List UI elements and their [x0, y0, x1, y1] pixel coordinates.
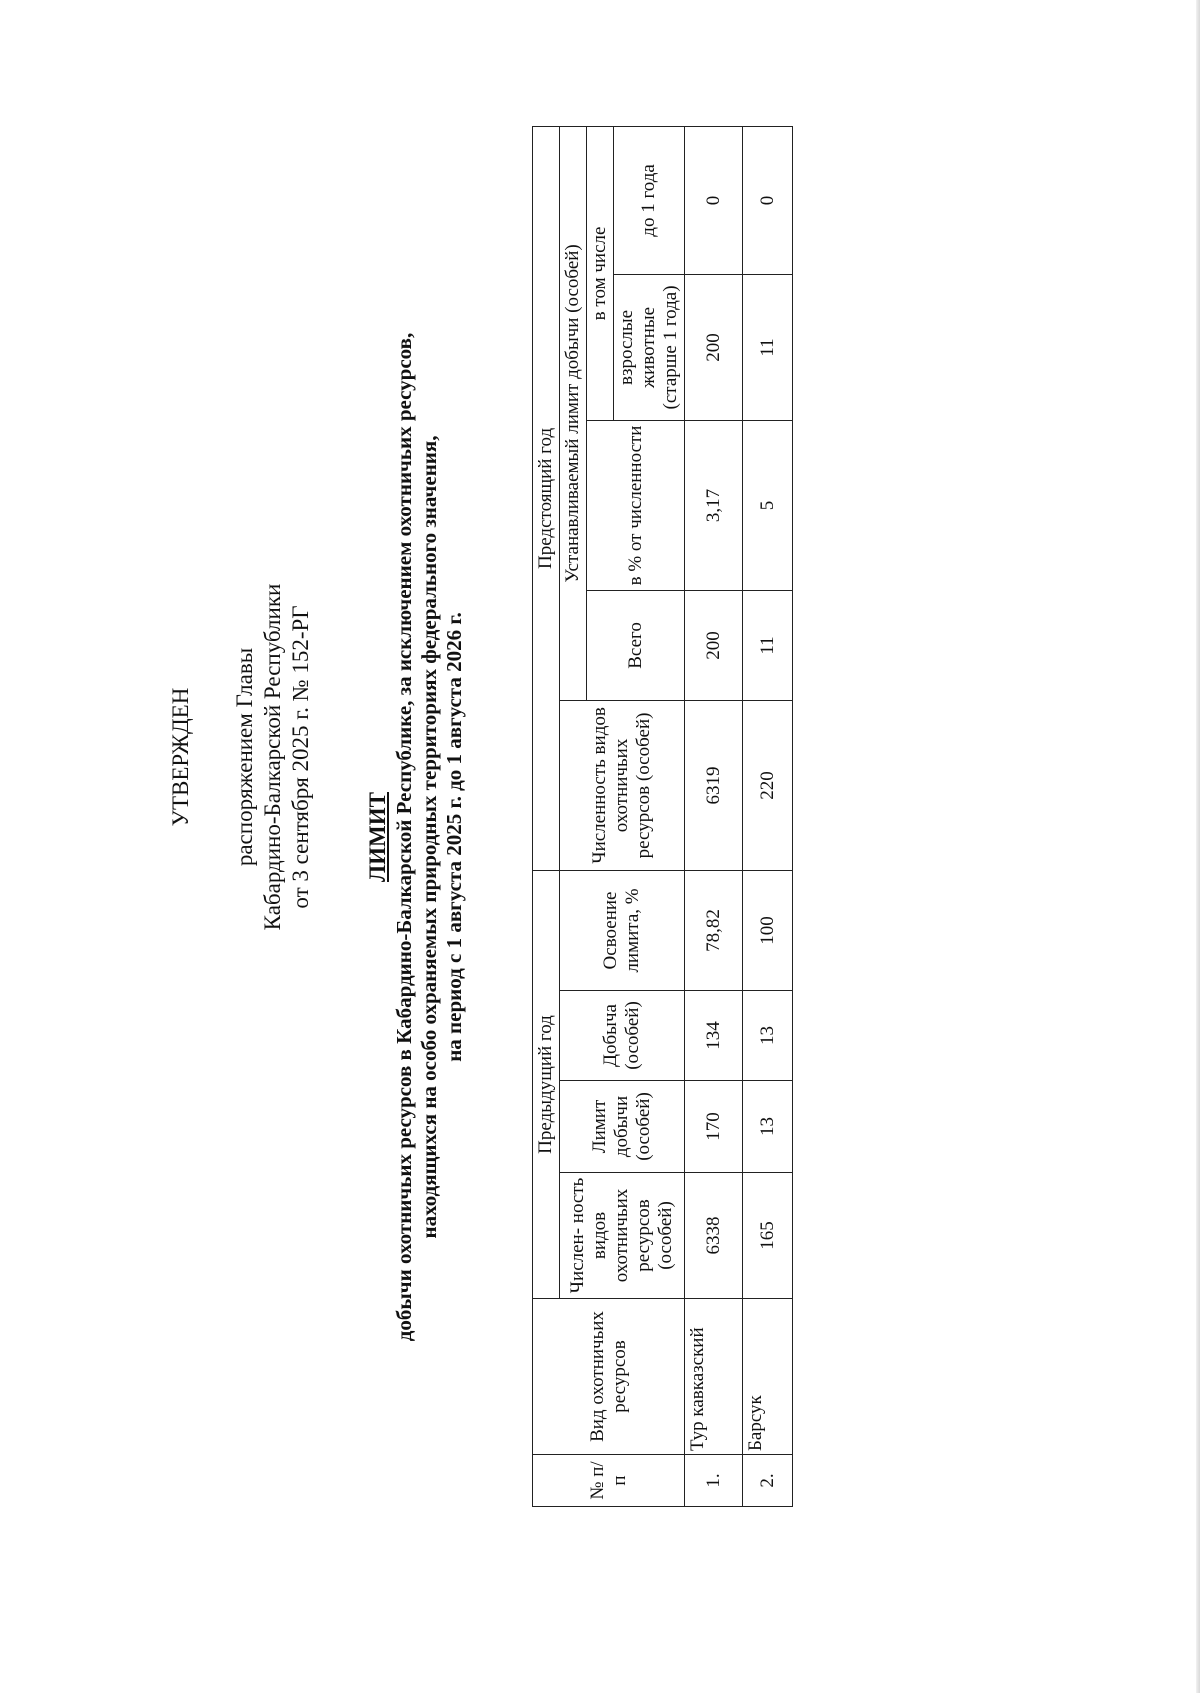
cell-total: 200 [685, 590, 743, 700]
table-row [685, 126, 743, 1506]
header-prev-population: Числен- ность видов охотничьих ресурсов (особей) [560, 1172, 685, 1298]
cell-prev-population: 6338 [685, 1172, 743, 1298]
header-row-1 [533, 126, 560, 1506]
heading-line-2: находящихся на особо охраняемых природных территориях федерального значения, [417, 435, 441, 1239]
cell-species: Тур кавказский [685, 1298, 743, 1454]
header-percent: в % от численности [587, 420, 685, 590]
table-row [743, 126, 793, 1506]
cell-adults: 11 [743, 274, 793, 420]
cell-next-population: 6319 [685, 700, 743, 870]
approval-title: УТВЕРЖДЕН [168, 687, 193, 826]
approval-block [167, 497, 315, 1017]
scan-edge [1196, 0, 1200, 1693]
header-prev-year: Предыдущий год [533, 870, 560, 1298]
header-num: № п/п [533, 1454, 685, 1506]
cell-prev-usage: 78,82 [685, 870, 743, 990]
cell-next-population: 220 [743, 700, 793, 870]
header-young: до 1 года [614, 126, 685, 274]
cell-prev-limit: 13 [743, 1080, 793, 1172]
header-prev-harvest: Добыча (особей) [560, 990, 685, 1080]
cell-prev-harvest: 13 [743, 990, 793, 1080]
heading-title: ЛИМИТ [365, 791, 390, 882]
cell-prev-harvest: 134 [685, 990, 743, 1080]
cell-percent: 3,17 [685, 420, 743, 590]
cell-prev-limit: 170 [685, 1080, 743, 1172]
cell-adults: 200 [685, 274, 743, 420]
heading-line-3: на период с 1 августа 2025 г. до 1 августа 2026 г. [442, 611, 466, 1062]
header-next-population: Численность видов охотничьих ресурсов (особей) [560, 700, 685, 870]
limit-table [532, 125, 793, 1506]
header-total: Всего [587, 590, 685, 700]
header-next-limit-group: Устанавливаемый лимит добычи (особей) [560, 126, 587, 700]
header-prev-usage: Освоение лимита, % [560, 870, 685, 990]
header-next-year: Предстоящий год [533, 126, 560, 870]
document-heading [365, 147, 467, 1527]
cell-young: 0 [685, 126, 743, 274]
approval-line-1: распоряжением Главы [232, 647, 257, 866]
header-prev-limit: Лимит добычи (особей) [560, 1080, 685, 1172]
cell-prev-usage: 100 [743, 870, 793, 990]
cell-species: Барсук [743, 1298, 793, 1454]
approval-line-2: Кабардино-Балкарской Республики [260, 583, 285, 930]
approval-line-3: от 3 сентября 2025 г. № 152-РГ [288, 604, 313, 909]
header-species: Вид охотничьих ресурсов [533, 1298, 685, 1454]
cell-num: 1. [685, 1454, 743, 1506]
rotated-sheet [150, 107, 1050, 1587]
cell-percent: 5 [743, 420, 793, 590]
cell-num: 2. [743, 1454, 793, 1506]
cell-prev-population: 165 [743, 1172, 793, 1298]
header-including: в том числе [587, 126, 614, 420]
cell-total: 11 [743, 590, 793, 700]
header-adults: взрослые животные (старше 1 года) [614, 274, 685, 420]
heading-line-1: добычи охотничьих ресурсов в Кабардино-Балкарской Республике, за исключением охотничьих ресурсов, [392, 332, 416, 1341]
cell-young: 0 [743, 126, 793, 274]
